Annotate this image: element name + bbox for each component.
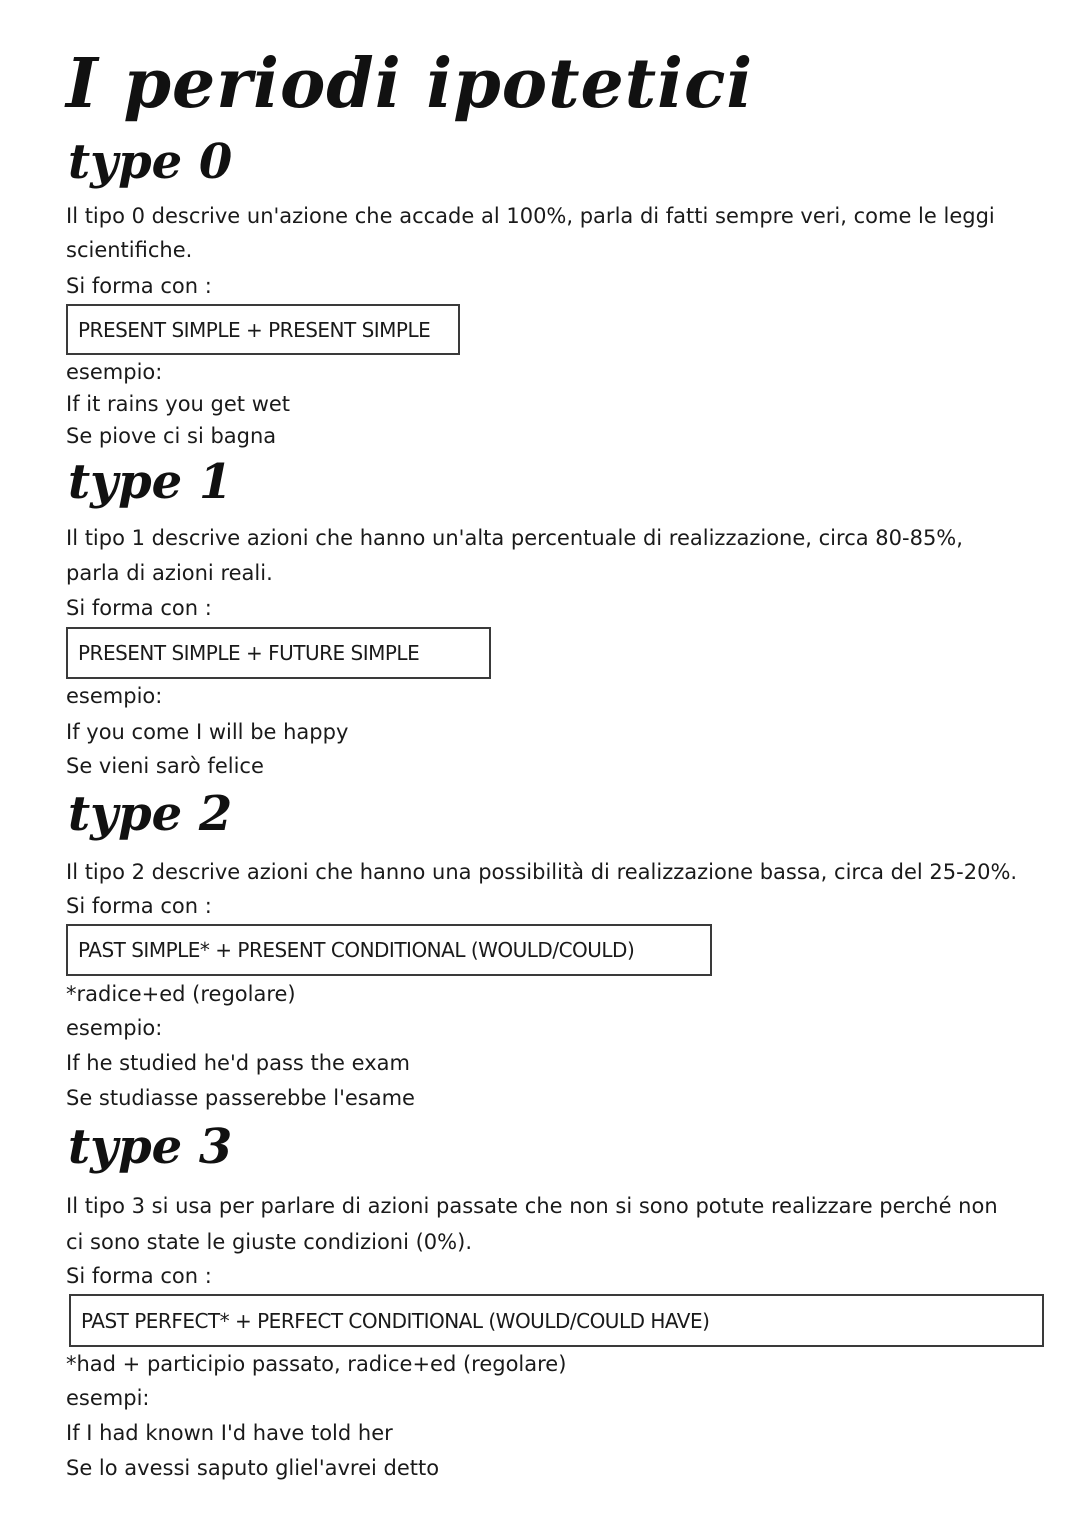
type-3-note: *had + participio passato, radice+ed (regolare) [66,1352,567,1376]
type-0-example-italian: Se piove ci si bagna [66,424,277,448]
type-1-example-english: If you come I will be happy [66,720,349,744]
page-title: I periodi ipotetici [66,44,754,124]
type-1-heading: type 1 [68,454,233,510]
type-1-description-line-1: Il tipo 1 descrive azioni che hanno un'alta percentuale di realizzazione, circa 80-85%, [66,526,963,550]
type-2-formula-box [66,924,712,976]
type-1-description-line-2: parla di azioni reali. [66,561,273,585]
type-2-form-label: Si forma con : [66,894,212,918]
type-2-formula: PAST SIMPLE* + PRESENT CONDITIONAL (WOULD/COULD) [78,938,635,962]
type-3-formula: PAST PERFECT* + PERFECT CONDITIONAL (WOULD/COULD HAVE) [81,1308,710,1333]
type-0-formula: PRESENT SIMPLE + PRESENT SIMPLE [78,317,431,342]
type-2-example-italian: Se studiasse passerebbe l'esame [66,1086,415,1110]
type-1-formula-box [66,627,491,679]
type-2-description-line-1: Il tipo 2 descrive azioni che hanno una possibilità di realizzazione bassa, circa del 25-20%. [66,860,1018,884]
type-3-example-label: esempi: [66,1386,150,1410]
type-2-example-english: If he studied he'd pass the exam [66,1051,410,1075]
type-1-example-italian: Se vieni sarò felice [66,754,264,778]
type-3-description-line-2: ci sono state le giuste condizioni (0%). [66,1230,472,1254]
type-0-description-line-2: scientifiche. [66,238,193,262]
type-3-form-label: Si forma con : [66,1264,212,1288]
type-3-example-italian: Se lo avessi saputo gliel'avrei detto [66,1456,440,1480]
type-3-example-english: If I had known I'd have told her [66,1421,393,1445]
type-1-example-label: esempio: [66,684,163,708]
type-3-heading: type 3 [68,1119,233,1175]
type-3-formula-box [69,1294,1044,1347]
type-0-formula-box [66,304,460,355]
type-2-example-label: esempio: [66,1016,163,1040]
type-0-form-label: Si forma con : [66,274,212,298]
type-1-form-label: Si forma con : [66,596,212,620]
type-2-note: *radice+ed (regolare) [66,982,296,1006]
type-0-example-label: esempio: [66,360,163,384]
type-0-heading: type 0 [68,134,233,190]
type-1-formula: PRESENT SIMPLE + FUTURE SIMPLE [78,641,420,665]
type-3-description-line-1: Il tipo 3 si usa per parlare di azioni passate che non si sono potute realizzare perché non [66,1194,998,1218]
type-0-description-line-1: Il tipo 0 descrive un'azione che accade al 100%, parla di fatti sempre veri, come le leggi [66,204,995,228]
type-0-example-english: If it rains you get wet [66,392,291,416]
type-2-heading: type 2 [68,786,233,842]
